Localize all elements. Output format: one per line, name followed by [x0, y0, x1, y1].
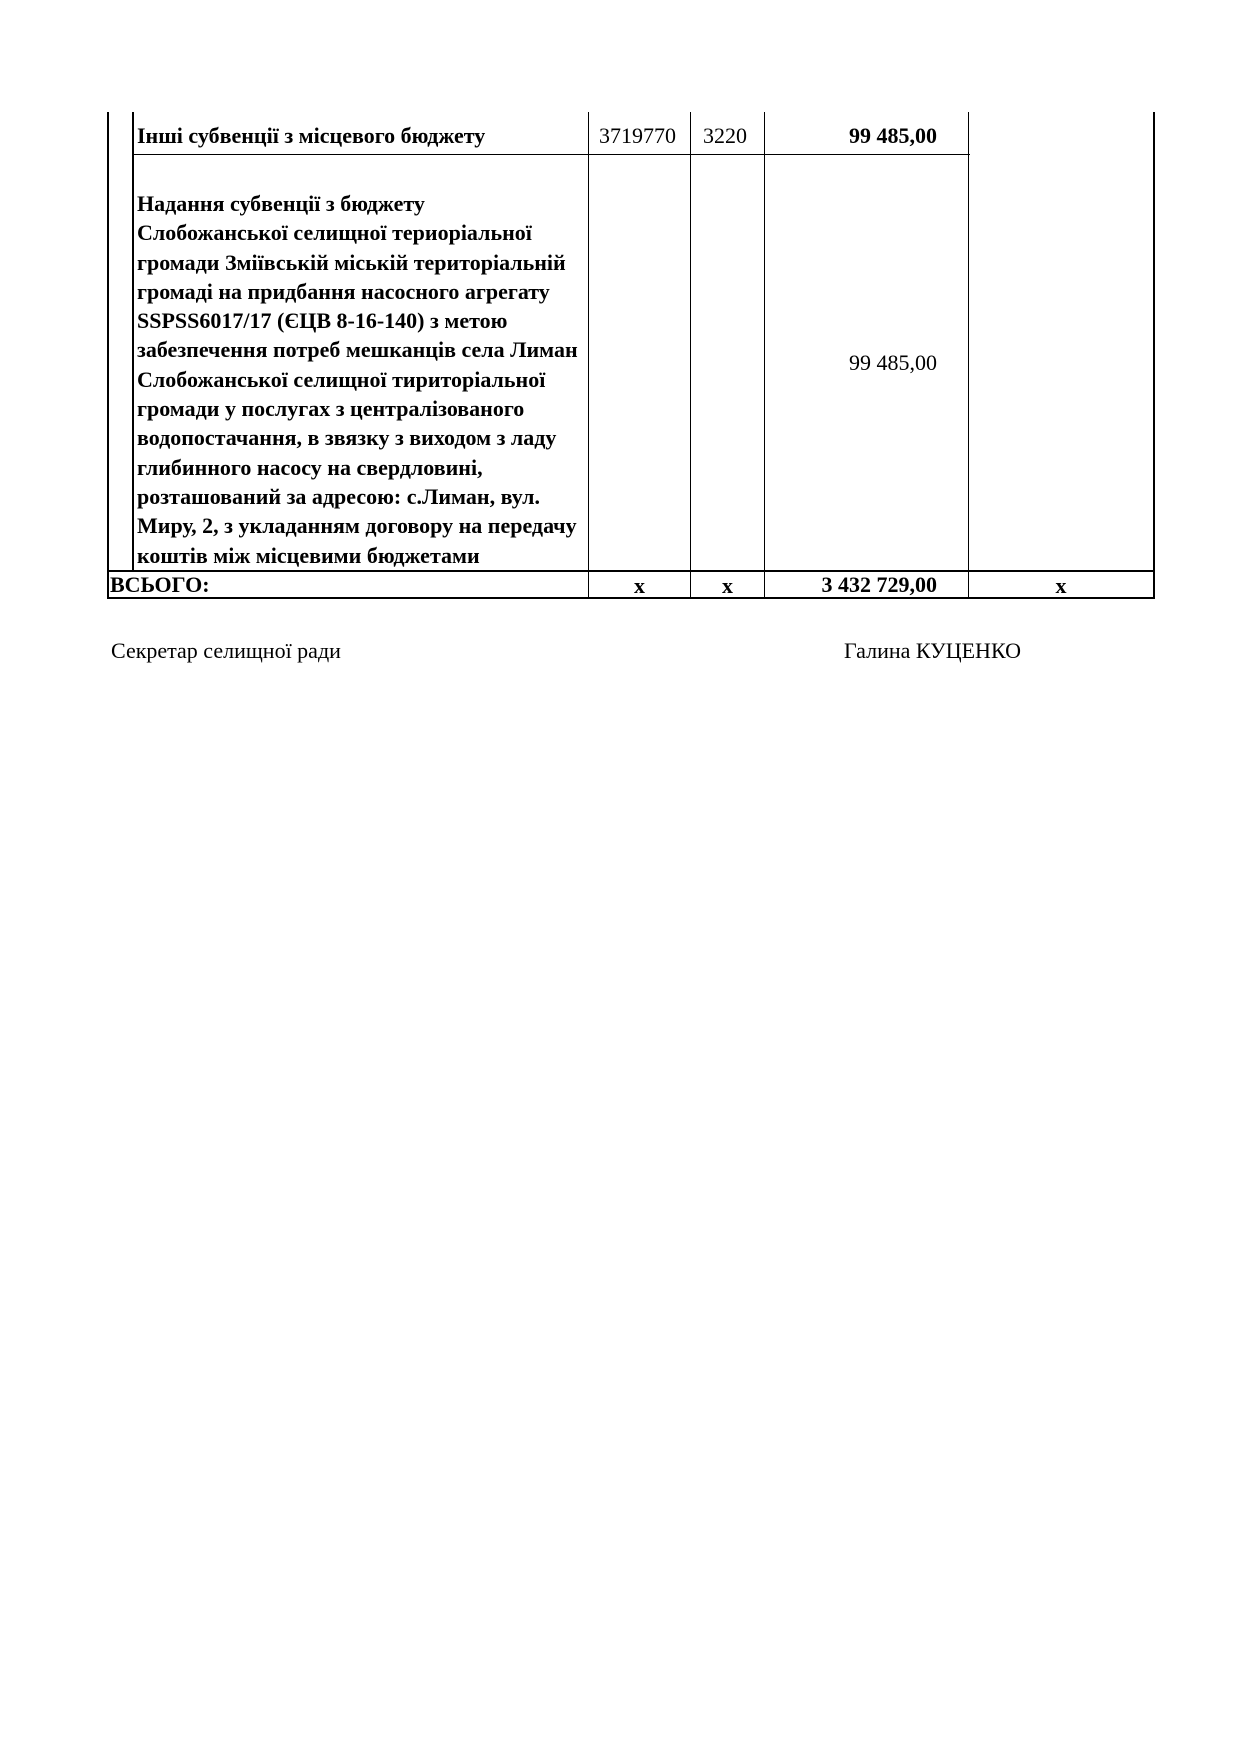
row-2-amount: 99 485,00 — [849, 350, 937, 375]
description-line: забезпечення потреб мешканців села Лиман — [137, 337, 578, 363]
total-amount: 3 432 729,00 — [821, 572, 937, 597]
description-line: громади Зміївській міській територіальній — [137, 249, 566, 275]
total-code1: х — [634, 573, 645, 598]
description-line: Слобожанської селищної териоріальної — [137, 220, 532, 246]
row-1-code1: 3719770 — [599, 123, 676, 148]
total-code2: х — [722, 573, 733, 598]
table-col-divider-4 — [764, 112, 765, 598]
table-border-left — [107, 112, 109, 598]
description-line: розташований за адресою: с.Лиман, вул. — [137, 483, 540, 509]
description-line: громаді на придбання насосного агрегату — [137, 278, 550, 304]
signature-name: Галина КУЦЕНКО — [844, 638, 1021, 663]
table-col-divider-1 — [132, 112, 134, 570]
row-1-code2: 3220 — [703, 123, 747, 148]
description-line: громади у послугах з централізованого — [137, 396, 525, 422]
description-line: коштів між місцевими бюджетами — [137, 542, 480, 568]
row-1-name: Інші субвенції з місцевого бюджету — [137, 123, 486, 148]
description-line: Слобожанської селищної тириторіальної — [137, 366, 546, 392]
description-line: глибинного насосу на свердловині, — [137, 454, 483, 480]
total-label: ВСЬОГО: — [110, 572, 210, 597]
total-note: х — [1055, 573, 1067, 598]
table-col-divider-5 — [968, 112, 969, 598]
description-line: водопостачання, в звязку з виходом з ладу — [137, 425, 557, 451]
description-line: Надання субвенції з бюджету — [137, 191, 425, 216]
description-line: Миру, 2, з укладанням договору на передачу — [137, 513, 577, 539]
description-line: SSPSS6017/17 (ЄЦВ 8-16-140) з метою — [137, 308, 508, 334]
table-col-divider-3 — [690, 112, 691, 598]
signature-position: Секретар селищної ради — [111, 638, 341, 663]
table-border-right — [1153, 112, 1155, 598]
row-2-description — [137, 189, 597, 570]
row-1-amount: 99 485,00 — [849, 123, 937, 148]
table-row-divider-1 — [132, 154, 970, 155]
